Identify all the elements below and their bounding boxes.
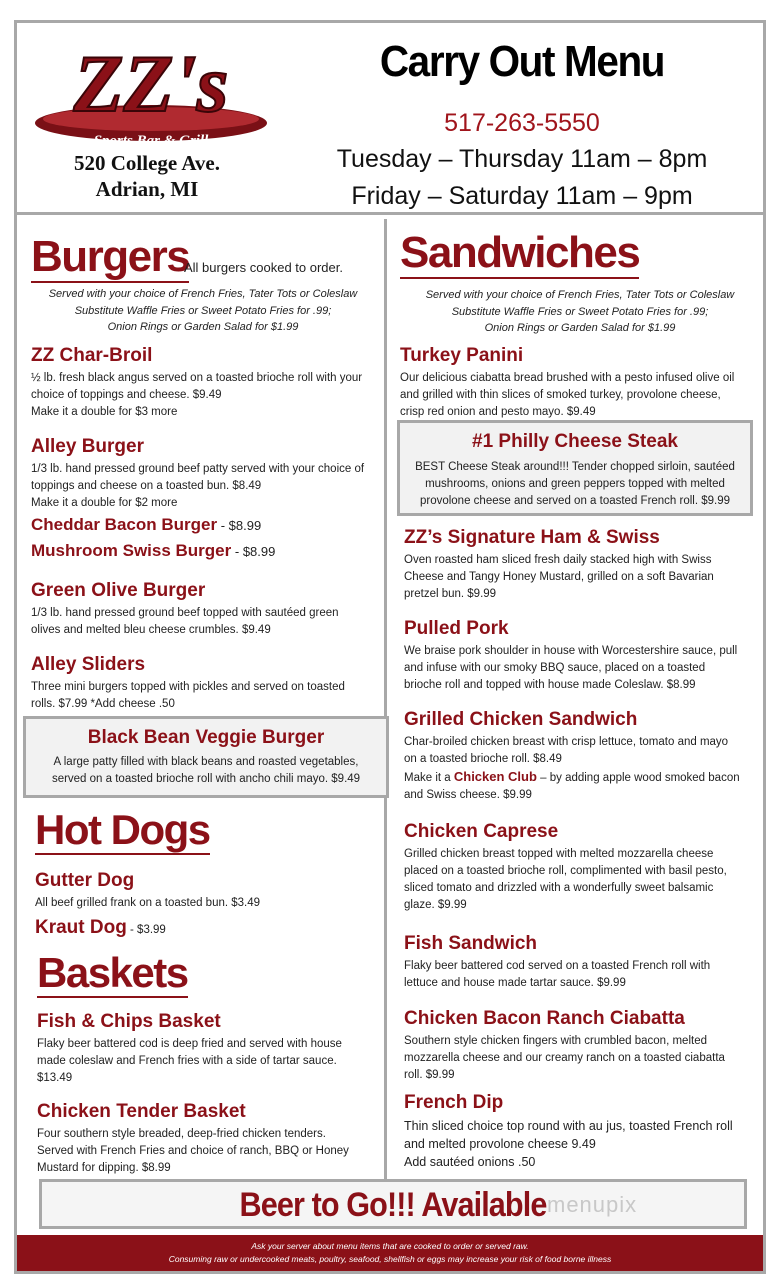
item-kraut-dog: Kraut Dog - $3.99 — [35, 917, 166, 938]
menu-header — [17, 23, 763, 215]
baskets-title: Baskets — [37, 949, 188, 996]
item-alley-burger-desc: 1/3 lb. hand pressed ground beef patty served with your choice of toppings and cheese on a toasted bun. $8.49 Make it a double for $2 more — [31, 463, 365, 509]
item-pulled-pork-desc: We braise pork shoulder in house with Worcestershire sauce, pull and infuse with our smoky BBQ sauce, placed on a toasted brioche roll and topped with house made Coleslaw. $8.99 — [404, 645, 738, 691]
sandwiches-served-with: Served with your choice of French Fries, Tater Tots or Coleslaw Substitute Waffle Fries or Sweet Potato Fries for .99; Onion Rings or Garden Salad for $1.99 — [425, 289, 735, 334]
featured-black-bean-burger — [23, 716, 389, 798]
zz-logo — [31, 37, 271, 152]
item-chicken-bacon-ranch-ciabatta: Chicken Bacon Ranch Ciabatta — [404, 1008, 685, 1029]
right-column — [392, 219, 763, 1179]
chicken-club-highlight: Chicken Club — [453, 769, 537, 784]
featured-philly-name: #1 Philly Cheese Steak — [472, 431, 678, 452]
address-street: 520 College Ave. — [74, 151, 220, 175]
item-turkey-panini: Turkey Panini — [400, 345, 524, 366]
item-chicken-tender-basket: Chicken Tender Basket — [37, 1101, 246, 1122]
item-gutter-dog: Gutter Dog — [35, 870, 135, 891]
featured-philly-desc: BEST Cheese Steak around!!! Tender chopped sirloin, sautéed mushrooms, onions and green peppers topped with melted provolone cheese and served on a toasted French roll. $9.99 — [415, 461, 735, 507]
menu-page — [14, 20, 766, 1274]
hours-weekday: Tuesday – Thursday 11am – 8pm — [336, 145, 708, 173]
item-pulled-pork: Pulled Pork — [404, 618, 509, 639]
item-grilled-chicken-sandwich-desc: Char-broiled chicken breast with crisp lettuce, tomato and mayo on a toasted brioche roll. $8.49 Make it a Chicken Club – by adding apple wood smoked bacon and Swiss cheese. $9.99 — [404, 736, 740, 801]
item-signature-ham-swiss-desc: Oven roasted ham sliced fresh daily stacked high with Swiss Cheese and Tangy Honey Mustard, grilled on a soft Bavarian pretzel bun. $9.99 — [404, 554, 714, 600]
sandwiches-title: Sandwiches — [400, 228, 640, 277]
item-mushroom-swiss-burger: Mushroom Swiss Burger - $8.99 — [31, 541, 276, 560]
item-signature-ham-swiss: ZZ’s Signature Ham & Swiss — [404, 527, 660, 548]
item-fish-sandwich-desc: Flaky beer battered cod served on a toasted French roll with lettuce and house made tartar sauce. $9.99 — [404, 960, 711, 989]
item-chicken-tender-basket-desc: Four southern style breaded, deep-fried chicken tenders. Served with French Fries and choice of ranch, BBQ or Honey Mustard for dipping. $8.99 — [37, 1128, 349, 1174]
beer-to-go-text: Beer to Go!!! Available — [239, 1186, 547, 1224]
burgers-title: Burgers — [31, 232, 190, 281]
item-fish-chips-basket-desc: Flaky beer battered cod is deep fried and served with house made coleslaw and French fries with a side of tartar sauce. $13.49 — [37, 1038, 342, 1084]
featured-black-bean-burger-desc: A large patty filled with black beans and roasted vegetables, served on a toasted brioche roll with ancho chili mayo. $9.49 — [51, 756, 361, 785]
address-city: Adrian, MI — [95, 177, 199, 201]
item-fish-sandwich: Fish Sandwich — [404, 933, 538, 954]
item-gutter-dog-desc: All beef grilled frank on a toasted bun. $3.49 — [35, 897, 261, 909]
item-chicken-caprese-desc: Grilled chicken breast topped with melted mozzarella cheese placed on a toasted brioche roll, complimented with basil pesto, sliced tomato and drizzled with a wonderfully sweet balsamic glaze. $9.99 — [404, 848, 727, 911]
item-zz-char-broil-desc: ½ lb. fresh black angus served on a toasted brioche roll with your choice of toppings and cheese. $9.49 Make it a double for $3 more — [31, 372, 363, 418]
phone-number[interactable]: 517-263-5550 — [444, 109, 600, 137]
logo-subtitle: Sports Bar & Grill — [93, 133, 209, 149]
burgers-served-with: Served with your choice of French Fries, Tater Tots or Coleslaw Substitute Waffle Fries or Sweet Potato Fries for .99; Onion Rings or Garden Salad for $1.99 — [48, 288, 358, 333]
item-chicken-bacon-ranch-ciabatta-desc: Southern style chicken fingers with crumbled bacon, melted mozzarella cheese and our creamy ranch on a toasted ciabatta roll. $9.99 — [404, 1035, 725, 1081]
burgers-note: All burgers cooked to order. — [184, 260, 343, 275]
hot-dogs-title: Hot Dogs — [35, 806, 210, 853]
left-column — [21, 219, 387, 1219]
logo-text: ZZ's — [73, 38, 229, 129]
item-turkey-panini-desc: Our delicious ciabatta bread brushed with a pesto infused olive oil and grilled with thin slices of smoked turkey, provolone cheese, crisp red onion and pesto mayo. $9.49 — [400, 372, 735, 418]
item-green-olive-burger-desc: 1/3 lb. hand pressed ground beef topped with sautéed green olives and melted bleu cheese crumbles. $9.49 — [31, 607, 339, 636]
hours-weekend: Friday – Saturday 11am – 9pm — [351, 182, 693, 210]
item-alley-sliders: Alley Sliders — [31, 654, 146, 675]
item-alley-sliders-desc: Three mini burgers topped with pickles and served on toasted rolls. $7.99 *Add cheese .50 — [31, 681, 345, 710]
item-cheddar-bacon-burger: Cheddar Bacon Burger - $8.99 — [31, 515, 262, 534]
featured-black-bean-burger-name: Black Bean Veggie Burger — [87, 727, 325, 748]
menupix-watermark: menupix — [547, 1192, 638, 1217]
item-french-dip-desc: Thin sliced choice top round with au jus, toasted French roll and melted provolone cheese 9.49 Add sautéed onions .50 — [404, 1119, 733, 1169]
item-fish-chips-basket: Fish & Chips Basket — [37, 1011, 221, 1032]
item-french-dip: French Dip — [404, 1092, 504, 1113]
item-zz-char-broil: ZZ Char-Broil — [31, 345, 153, 366]
item-chicken-caprese: Chicken Caprese — [404, 821, 559, 842]
page-title: Carry Out Menu — [379, 37, 665, 86]
footer-line-1: Ask your server about menu items that are cooked to order or served raw. — [251, 1241, 529, 1251]
item-grilled-chicken-sandwich: Grilled Chicken Sandwich — [404, 709, 638, 730]
featured-philly-cheese-steak — [397, 420, 753, 516]
item-alley-burger: Alley Burger — [31, 436, 144, 457]
item-green-olive-burger: Green Olive Burger — [31, 580, 206, 601]
beer-to-go-banner — [39, 1179, 747, 1229]
food-safety-footer — [17, 1235, 763, 1271]
footer-line-2: Consuming raw or undercooked meats, poultry, seafood, shellfish or eggs may increase your risk of food borne illness — [168, 1254, 612, 1264]
